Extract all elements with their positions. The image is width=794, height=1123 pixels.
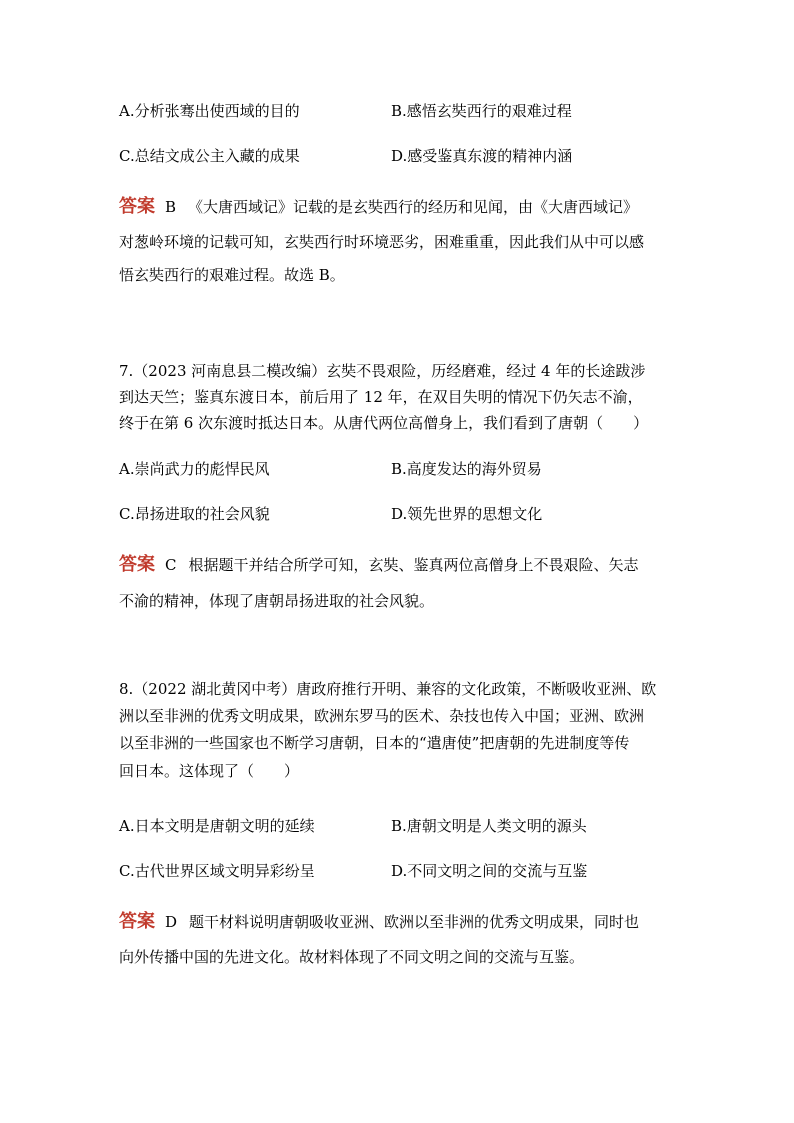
q7-option-a: A.崇尚武力的彪悍民风 — [119, 460, 270, 478]
q7-stem-line-1: 7.（2023 河南息县二模改编）玄奘不畏艰险，历经磨难，经过 4 年的长途跋涉 — [119, 362, 646, 380]
q6-answer-text: 《大唐西域记》记载的是玄奘西行的经历和见闻，由《大唐西域记》 — [188, 198, 639, 216]
q7-options-row-2 — [119, 502, 719, 526]
q6-option-c: C.总结文成公主入藏的成果 — [119, 147, 300, 165]
q6-answer-line-2: 对葱岭环境的记载可知，玄奘西行时环境恶劣，困难重重，因此我们从中可以感 — [119, 233, 645, 251]
q8-option-c: C.古代世界区域文明异彩纷呈 — [119, 862, 315, 880]
q8-answer-label: 答案 — [119, 911, 155, 932]
q7-stem-line-3: 终于在第 6 次东渡时抵达日本。从唐代两位高僧身上，我们看到了唐朝（ ） — [119, 414, 649, 432]
q8-option-d: D.不同文明之间的交流与互鉴 — [391, 862, 588, 880]
q7-answer-line-2: 不渝的精神，体现了唐朝昂扬进取的社会风貌。 — [119, 592, 435, 610]
q7-option-d: D.领先世界的思想文化 — [391, 505, 543, 523]
q6-option-b: B.感悟玄奘西行的艰难过程 — [391, 102, 572, 120]
q7-answer-text: 根据题干并结合所学可知，玄奘、鉴真两位高僧身上不畏艰险、矢志 — [188, 556, 639, 574]
q7-answer-key: C — [165, 556, 177, 574]
q8-answer-line-1 — [119, 909, 639, 935]
q6-answer-line-3: 悟玄奘西行的艰难过程。故选 B。 — [119, 266, 345, 284]
q6-option-a: A.分析张骞出使西域的目的 — [119, 102, 300, 120]
q7-option-b: B.高度发达的海外贸易 — [391, 460, 542, 478]
q8-stem-line-2: 洲以至非洲的优秀文明成果，欧洲东罗马的医术、杂技也传入中国；亚洲、欧洲 — [119, 707, 645, 725]
q8-stem-line-4: 回日本。这体现了（ ） — [119, 762, 300, 780]
q6-answer-key: B — [165, 198, 177, 216]
q8-stem-line-1: 8.（2022 湖北黄冈中考）唐政府推行开明、兼容的文化政策，不断吸收亚洲、欧 — [119, 680, 657, 698]
q8-options-row-2 — [119, 859, 719, 883]
q7-answer-label: 答案 — [119, 554, 155, 575]
q7-options-row-1 — [119, 457, 719, 481]
q8-answer-line-2: 向外传播中国的先进文化。故材料体现了不同文明之间的交流与互鉴。 — [119, 948, 585, 966]
q6-options-row-2 — [119, 144, 719, 168]
q6-options-row-1 — [119, 99, 719, 123]
q6-answer-line-1 — [119, 194, 638, 220]
q8-option-b: B.唐朝文明是人类文明的源头 — [391, 817, 587, 835]
q7-answer-line-1 — [119, 552, 639, 578]
q8-option-a: A.日本文明是唐朝文明的延续 — [119, 817, 315, 835]
q7-stem-line-2: 到达天竺；鉴真东渡日本，前后用了 12 年，在双目失明的情况下仍矢志不渝， — [119, 388, 643, 406]
q8-answer-key: D — [165, 913, 178, 931]
q6-answer-label: 答案 — [119, 196, 155, 217]
q8-stem-line-3: 以至非洲的一些国家也不断学习唐朝，日本的“遣唐使”把唐朝的先进制度等传 — [119, 734, 630, 752]
q8-options-row-1 — [119, 814, 719, 838]
q7-option-c: C.昂扬进取的社会风貌 — [119, 505, 270, 523]
q6-option-d: D.感受鉴真东渡的精神内涵 — [391, 147, 573, 165]
q8-answer-text: 题干材料说明唐朝吸收亚洲、欧洲以至非洲的优秀文明成果，同时也 — [189, 913, 640, 931]
